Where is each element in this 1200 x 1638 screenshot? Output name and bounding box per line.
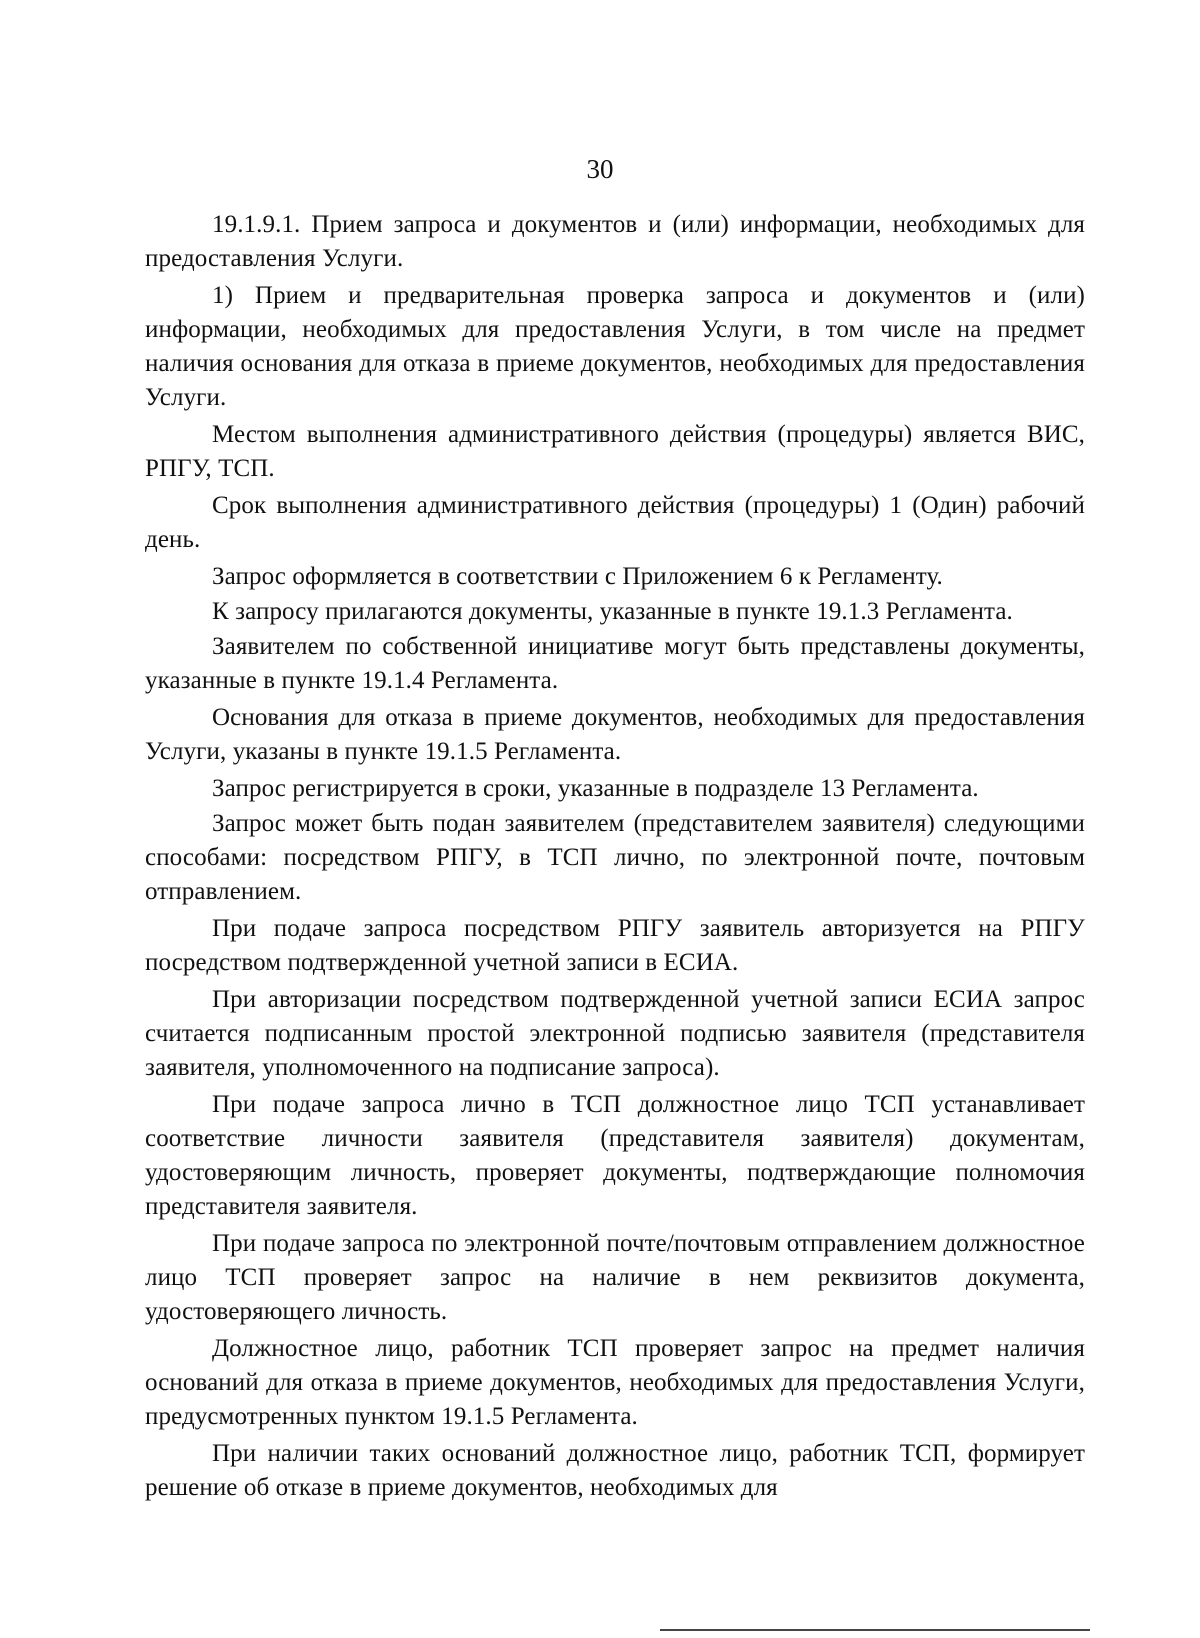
page-number: 30 [586,154,614,184]
paragraph-2: 1) Прием и предварительная проверка запроса и документов и (или) информации, необходимых для предоставления Услуги, в том числе на предмет наличия основания для отказа в приеме документов, необходимых для предоставления Услуги. [145,282,1085,411]
paragraph-5: Запрос оформляется в соответствии с Приложением 6 к Регламенту. [212,563,943,590]
paragraph-16: При наличии таких оснований должностное лицо, работник ТСП, формирует решение об отказе в приеме документов, необходимых для [145,1440,1085,1501]
paragraph-9: Запрос регистрируется в сроки, указанные в подразделе 13 Регламента. [212,775,979,802]
paragraph-10: Запрос может быть подан заявителем (представителем заявителя) следующими способами: посредством РПГУ, в ТСП лично, по электронной почте, почтовым отправлением. [145,810,1085,905]
paragraph-15: Должностное лицо, работник ТСП проверяет запрос на предмет наличия оснований для отказа в приеме документов, необходимых для предоставления Услуги, предусмотренных пунктом 19.1.5 Регламента. [145,1335,1085,1430]
paragraph-7: Заявителем по собственной инициативе могут быть представлены документы, указанные в пункте 19.1.4 Регламента. [145,633,1085,694]
paragraph-11: При подаче запроса посредством РПГУ заявитель авторизуется на РПГУ посредством подтвержденной учетной записи в ЕСИА. [145,915,1085,976]
paragraph-13: При подаче запроса лично в ТСП должностное лицо ТСП устанавливает соответствие личности заявителя (представителя заявителя) документам, удостоверяющим личность, проверяет документы, подтверждающие полномочия представителя заявителя. [145,1091,1085,1220]
paragraph-8: Основания для отказа в приеме документов, необходимых для предоставления Услуги, указаны в пункте 19.1.5 Регламента. [145,704,1085,765]
document-body [145,208,1085,1508]
paragraph-6: К запросу прилагаются документы, указанные в пункте 19.1.3 Регламента. [212,598,1013,625]
paragraph-1: 19.1.9.1. Прием запроса и документов и (или) информации, необходимых для предоставления Услуги. [145,211,1085,272]
bottom-divider-line [660,1629,1090,1631]
paragraph-14: При подаче запроса по электронной почте/почтовым отправлением должностное лицо ТСП проверяет запрос на наличие в нем реквизитов документа, удостоверяющего личность. [145,1230,1085,1325]
paragraph-3: Местом выполнения административного действия (процедуры) является ВИС, РПГУ, ТСП. [145,421,1085,482]
paragraph-12: При авторизации посредством подтвержденной учетной записи ЕСИА запрос считается подписанным простой электронной подписью заявителя (представителя заявителя, уполномоченного на подписание запроса). [145,986,1085,1081]
paragraph-4: Срок выполнения административного действия (процедуры) 1 (Один) рабочий день. [145,492,1085,553]
